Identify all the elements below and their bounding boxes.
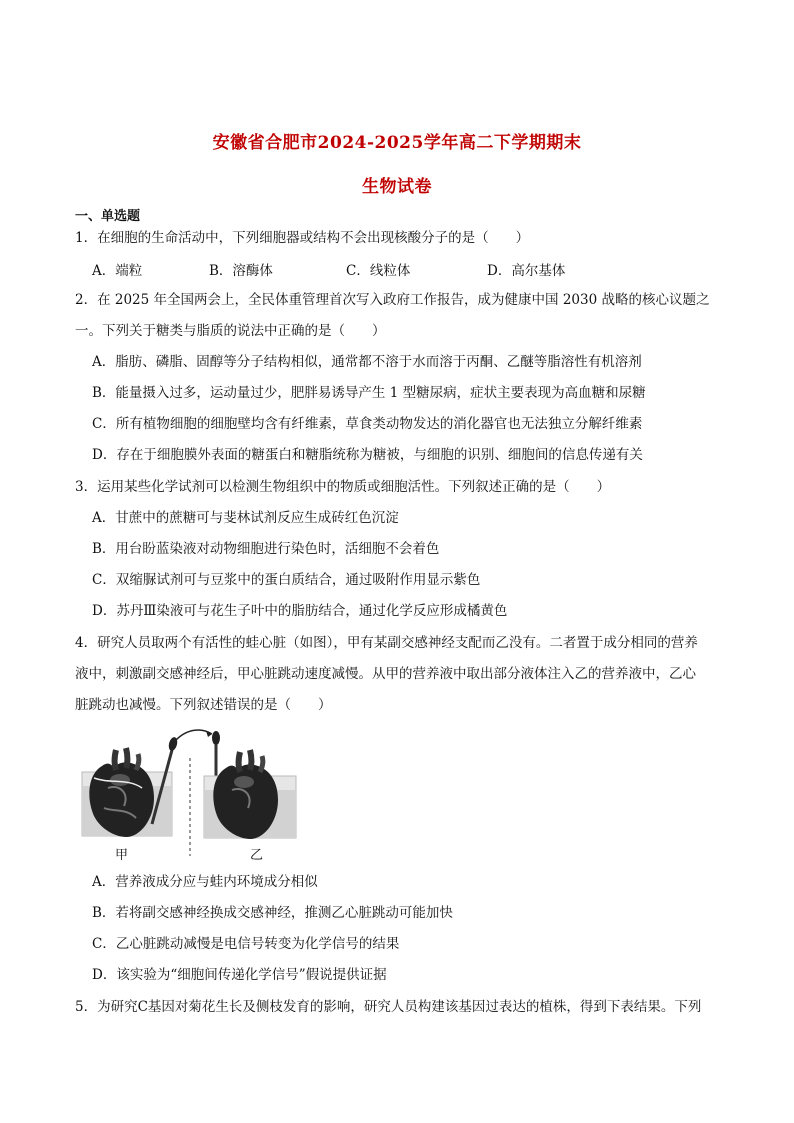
figure-label-yi: 乙 — [250, 848, 264, 863]
question-3-stem: 3．运用某些化学试剂可以检测生物组织中的物质或细胞活性。下列叙述正确的是（ ） — [75, 479, 611, 495]
question-4-stem-line-2: 液中，刺激副交感神经后，甲心脏跳动速度减慢。从甲的营养液中取出部分液体注入乙的营养液中，乙心 — [75, 666, 696, 682]
q4-option-b: B．若将副交感神经换成交感神经，推测乙心脏跳动可能加快 — [92, 905, 453, 921]
q3-option-b: B．用台盼蓝染液对动物细胞进行染色时，活细胞不会着色 — [92, 541, 440, 557]
section-heading: 一、单选题 — [75, 209, 141, 224]
q1-option-a: A．端粒 — [92, 263, 143, 279]
q2-option-b: B．能量摄入过多，运动量过少，肥胖易诱导产生 1 型糖尿病，症状主要表现为高血糖和尿糖 — [92, 385, 646, 401]
q1-option-d: D．高尔基体 — [487, 263, 566, 279]
question-5-stem-line-1: 5．为研究C基因对菊花生长及侧枝发育的影响，研究人员构建该基因过表达的植株，得到下表结果。下列 — [75, 999, 702, 1015]
q4-option-a: A．营养液成分应与蛙内环境成分相似 — [92, 874, 318, 890]
question-1-stem: 1．在细胞的生命活动中，下列细胞器或结构不会出现核酸分子的是（ ） — [75, 230, 530, 246]
q4-option-c: C．乙心脏跳动减慢是电信号转变为化学信号的结果 — [92, 936, 400, 952]
q1-option-b: B．溶酶体 — [209, 263, 273, 279]
q4-option-d: D．该实验为“细胞间传递化学信号”假说提供证据 — [92, 967, 387, 983]
frog-heart-diagram — [80, 728, 300, 858]
question-4-stem-line-3: 脏跳动也减慢。下列叙述错误的是（ ） — [75, 697, 332, 713]
q2-option-d: D．存在于细胞膜外表面的糖蛋白和糖脂统称为糖被，与细胞的识别、细胞间的信息传递有关 — [92, 447, 643, 463]
q2-option-c: C．所有植物细胞的细胞壁均含有纤维素，草食类动物发达的消化器官也无法独立分解纤维素 — [92, 416, 643, 432]
q3-option-d: D．苏丹Ⅲ染液可与花生子叶中的脂肪结合，通过化学反应形成橘黄色 — [92, 603, 508, 619]
frog-heart-figure — [80, 728, 300, 858]
figure-label-jia: 甲 — [115, 848, 129, 863]
q3-option-c: C．双缩脲试剂可与豆浆中的蛋白质结合，通过吸附作用显示紫色 — [92, 572, 481, 588]
q2-option-a: A．脂肪、磷脂、固醇等分子结构相似，通常都不溶于水而溶于丙酮、乙醚等脂溶性有机溶剂 — [92, 354, 642, 370]
page-title: 安徽省合肥市2024-2025学年高二下学期期末 — [212, 133, 582, 153]
question-2-stem-line-2: 一。下列关于糖类与脂质的说法中正确的是（ ） — [75, 323, 386, 339]
question-2-stem-line-1: 2．在 2025 年全国两会上，全民体重管理首次写入政府工作报告，成为健康中国 2030 战略的核心议题之 — [75, 292, 710, 308]
q1-option-c: C．线粒体 — [346, 263, 411, 279]
question-1-options — [92, 259, 732, 277]
q3-option-a: A．甘蔗中的蔗糖可与斐林试剂反应生成砖红色沉淀 — [92, 510, 399, 526]
question-4-stem-line-1: 4．研究人员取两个有活性的蛙心脏（如图），甲有某副交感神经支配而乙没有。二者置于成分相同的营养 — [75, 635, 698, 651]
page-subtitle: 生物试卷 — [362, 177, 432, 197]
